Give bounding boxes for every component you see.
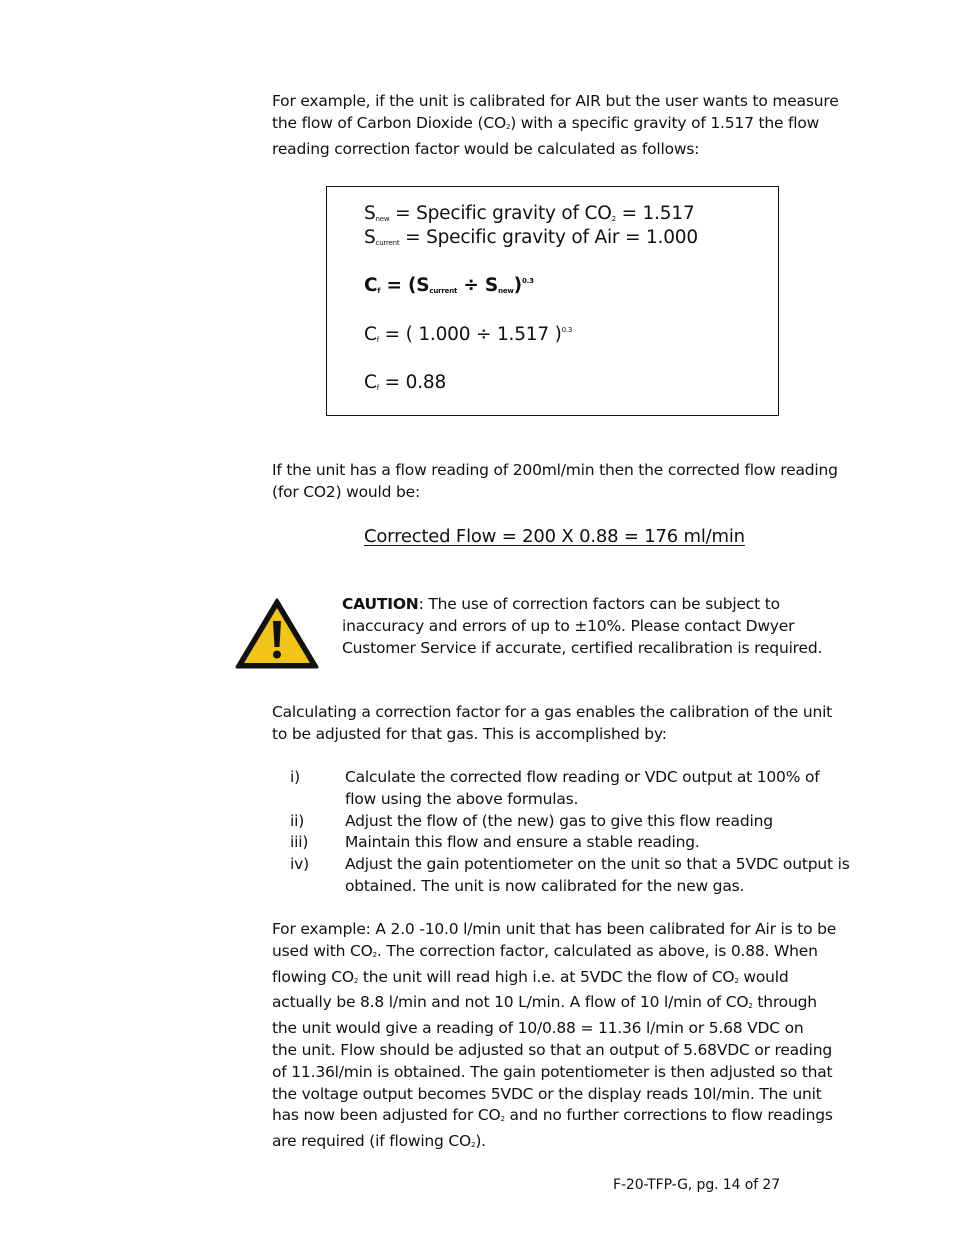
step-text bbox=[345, 767, 820, 811]
example-paragraph bbox=[272, 919, 837, 1157]
caution-note bbox=[342, 593, 822, 659]
example-line: of 11.36l/min is obtained. The gain potentiometer is then adjusted so that bbox=[272, 1062, 833, 1081]
example-line bbox=[272, 941, 818, 967]
text-span: = (S bbox=[380, 275, 430, 296]
subscript: current bbox=[375, 239, 400, 247]
step-number: iii) bbox=[290, 833, 309, 852]
subscript: 2 bbox=[734, 976, 739, 985]
formula-box bbox=[326, 186, 779, 416]
subscript: 2 bbox=[353, 976, 359, 985]
flow-line: (for CO2) would be: bbox=[272, 482, 420, 501]
superscript: 0.3 bbox=[521, 277, 534, 285]
text-span: = Specific gravity of CO bbox=[389, 203, 612, 224]
subscript: new bbox=[375, 215, 390, 223]
text-span: flowing CO bbox=[272, 967, 354, 986]
scurrent-line bbox=[364, 227, 698, 248]
calibration-line: to be adjusted for that gas. This is accomplished by: bbox=[272, 724, 667, 743]
flow-paragraph bbox=[272, 460, 838, 504]
example-line: the unit. Flow should be adjusted so that an output of 5.68VDC or reading bbox=[272, 1040, 832, 1059]
subscript: 2 bbox=[611, 215, 616, 223]
text-span: : The use of correction factors can be subject to bbox=[418, 595, 780, 613]
text-span: ). bbox=[475, 1132, 486, 1151]
text-span: = Specific gravity of Air = 1.000 bbox=[399, 227, 698, 248]
text-span: has now been adjusted for CO bbox=[272, 1106, 501, 1125]
steps-list bbox=[272, 767, 850, 898]
list-item bbox=[272, 811, 812, 833]
step-number: iv) bbox=[290, 855, 309, 874]
list-item bbox=[272, 767, 820, 811]
text-span: the flow of Carbon Dioxide (CO bbox=[272, 113, 506, 132]
text-span: = 0.88 bbox=[378, 372, 447, 393]
text-span: . The correction factor, calculated as above, is 0.88. When bbox=[376, 941, 818, 960]
text-span: the unit will read high i.e. at 5VDC the flow of CO bbox=[358, 967, 735, 986]
warning-triangle-icon bbox=[234, 597, 320, 670]
text-span: C bbox=[364, 372, 377, 393]
text-span: C bbox=[364, 275, 378, 296]
calibration-line: Calculating a correction factor for a gas enables the calibration of the unit bbox=[272, 703, 833, 721]
example-line bbox=[272, 967, 812, 993]
flow-line: If the unit has a flow reading of 200ml/min then the corrected flow reading bbox=[272, 461, 838, 479]
subscript: new bbox=[498, 287, 514, 295]
cf-formula-line bbox=[364, 275, 534, 296]
intro-paragraph bbox=[272, 91, 839, 160]
text-span: actually be 8.8 l/min and not 10 L/min. A flow of 10 l/min of CO bbox=[272, 993, 749, 1012]
text-span: ) bbox=[513, 275, 522, 296]
text-span: would bbox=[738, 967, 789, 986]
text-span: ) with a specific gravity of 1.517 the flow bbox=[510, 113, 820, 132]
cf-result-line bbox=[364, 372, 446, 393]
subscript: f bbox=[377, 287, 381, 295]
text-span: are required (if flowing CO bbox=[272, 1132, 472, 1151]
subscript: f bbox=[376, 384, 379, 392]
caution-line: inaccuracy and errors of up to ±10%. Please contact Dwyer bbox=[342, 617, 795, 635]
text-span: S bbox=[364, 203, 376, 224]
step-line: Adjust the gain potentiometer on the unit so that a 5VDC output is bbox=[345, 855, 850, 874]
step-text bbox=[345, 811, 812, 833]
subscript: 2 bbox=[505, 122, 511, 131]
text-span: C bbox=[364, 324, 377, 345]
example-line bbox=[272, 1131, 812, 1157]
example-line: the voltage output becomes 5VDC or the display reads 10l/min. The unit bbox=[272, 1084, 822, 1103]
list-item bbox=[272, 854, 850, 898]
subscript: current bbox=[429, 287, 458, 295]
calibration-paragraph bbox=[272, 702, 833, 746]
step-line: Adjust the flow of (the new) gas to give this flow reading bbox=[345, 811, 773, 830]
text-span: = ( 1.000 ÷ 1.517 ) bbox=[378, 324, 562, 345]
subscript: 2 bbox=[471, 1141, 476, 1150]
example-line: For example: A 2.0 -10.0 l/min unit that has been calibrated for Air is to be bbox=[272, 920, 837, 938]
snew-line bbox=[364, 203, 695, 224]
intro-line: reading correction factor would be calculated as follows: bbox=[272, 139, 700, 158]
text-span: = 1.517 bbox=[615, 203, 695, 224]
list-item bbox=[272, 832, 812, 854]
text-span: ÷ S bbox=[457, 275, 499, 296]
intro-line: For example, if the unit is calibrated for AIR but the user wants to measure bbox=[272, 92, 839, 110]
step-line: Calculate the corrected flow reading or VDC output at 100% of bbox=[345, 768, 820, 786]
step-text bbox=[345, 832, 812, 854]
step-text bbox=[345, 854, 850, 898]
text-span: S bbox=[364, 227, 376, 248]
subscript: 2 bbox=[748, 1002, 753, 1011]
corrected-flow-equation: Corrected Flow = 200 X 0.88 = 176 ml/min bbox=[364, 526, 745, 547]
example-line: the unit would give a reading of 10/0.88 = 11.36 l/min or 5.68 VDC on bbox=[272, 1019, 804, 1038]
step-line: Maintain this flow and ensure a stable reading. bbox=[345, 833, 700, 852]
caution-heading: CAUTION bbox=[342, 595, 419, 613]
page-footer: F-20-TFP-G, pg. 14 of 27 bbox=[613, 1177, 781, 1193]
text-span: through bbox=[752, 993, 817, 1012]
subscript: f bbox=[376, 336, 379, 344]
step-line: obtained. The unit is now calibrated for the new gas. bbox=[345, 876, 745, 895]
example-line bbox=[272, 992, 817, 1018]
example-line bbox=[272, 1105, 833, 1131]
cf-calculation-line bbox=[364, 324, 572, 345]
step-number: ii) bbox=[290, 811, 305, 830]
caution-line bbox=[342, 593, 822, 615]
subscript: 2 bbox=[500, 1115, 505, 1124]
step-line: flow using the above formulas. bbox=[345, 789, 579, 808]
exclamation-dot bbox=[273, 651, 281, 659]
subscript: 2 bbox=[372, 950, 377, 959]
text-span: used with CO bbox=[272, 941, 373, 960]
intro-line bbox=[272, 113, 820, 139]
text-span: and no further corrections to flow readings bbox=[504, 1106, 833, 1125]
caution-line: Customer Service if accurate, certified recalibration is required. bbox=[342, 639, 823, 657]
step-number: i) bbox=[290, 768, 300, 786]
superscript: 0.3 bbox=[561, 326, 573, 334]
